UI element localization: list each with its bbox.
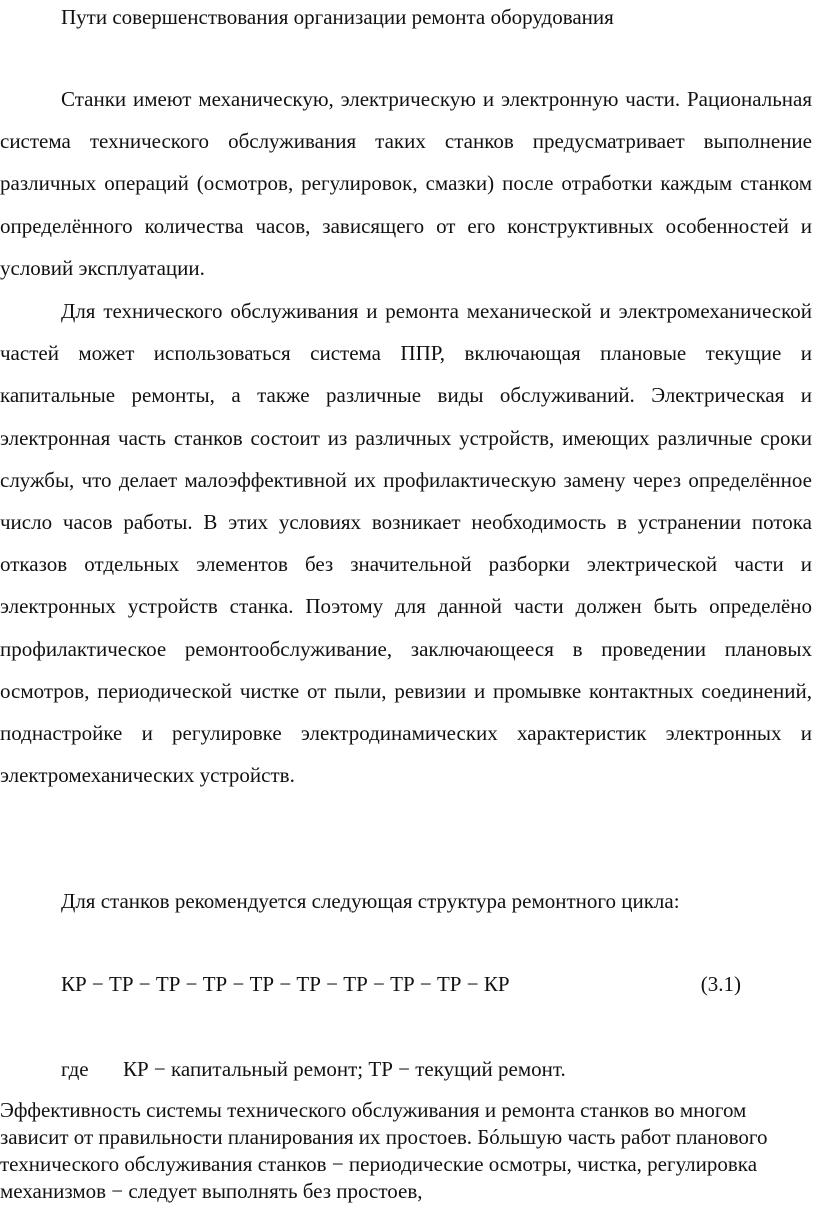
paragraph-efficiency: Эффективность системы технического обслуживания и ремонта станков во многом зависит от правильности планирования их простоев. Бóльшую часть работ планового технического обслуживания станков − периодические осмотры, чистка, регулировка механизмов − следует выполнять без простоев, — [0, 1098, 768, 1203]
paragraph-machine-parts: Станки имеют механическую, электрическую и электронную части. Рациональная система технического обслуживания таких станков предусматривает выполнение различных операций (осмотров, регулировок, смазки) после отработки каждым станком определённого количества часов, зависящего от его конструктивных особенностей и условий эксплуатации. — [0, 87, 812, 280]
formula-legend — [61, 1054, 566, 1084]
formula-legend-text: КР − капитальный ремонт; ТР − текущий ремонт. — [123, 1057, 566, 1081]
paragraph-repair-cycle-intro: Для станков рекомендуется следующая структура ремонтного цикла: — [61, 889, 680, 913]
formula-expression: КР − ТР − ТР − ТР − ТР − ТР − ТР − ТР − ТР − КР — [61, 972, 510, 996]
formula-number: (3.1) — [700, 972, 741, 996]
paragraph-maintenance-system: Для технического обслуживания и ремонта механической и электромеханической частей может использоваться система ППР, включающая плановые текущие и капитальные ремонты, а также различные виды обслуживаний. Электрическая и электронная часть станков состоит из различных устройств, имеющих различные сроки службы, что делает малоэффективной их профилактическую замену через определённое число часов работы. В этих условиях возникает необходимость в устранении потока отказов отдельных элементов без значительной разборки электрической части и электронных устройств станка. Поэтому для данной части должен быть определёно профилактическое ремонтообслуживание, заключающееся в проведении плановых осмотров, периодической чистке от пыли, ревизии и промывке контактных соединений, поднастройке и регулировке электродинамических характеристик электронных и электромеханических устройств. — [0, 299, 812, 788]
repair-cycle-formula — [61, 969, 741, 999]
document-title: Пути совершенствования организации ремонта оборудования — [61, 5, 614, 29]
formula-legend-label: где — [61, 1057, 89, 1081]
